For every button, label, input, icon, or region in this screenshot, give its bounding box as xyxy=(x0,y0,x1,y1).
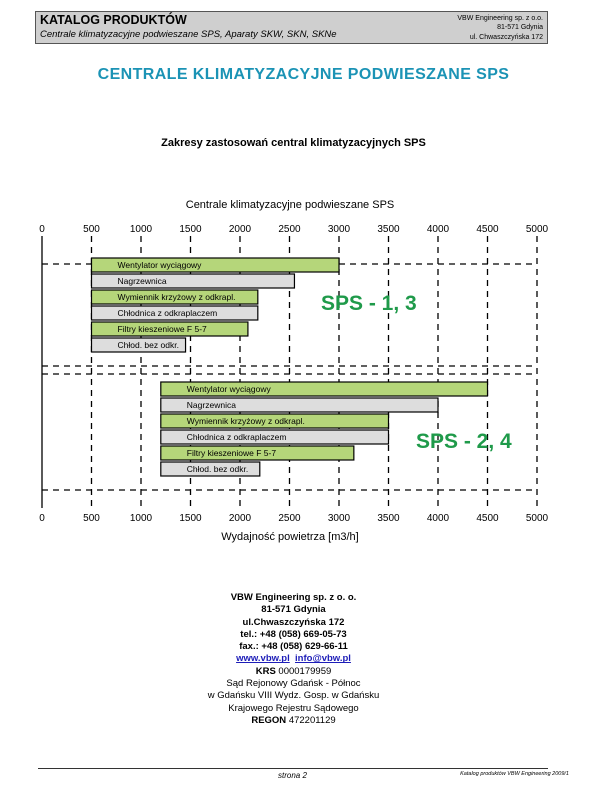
bar-label: Nagrzewnica xyxy=(117,276,167,286)
chart-heading: Zakresy zastosowań central klimatyzacyjnych SPS xyxy=(161,137,426,149)
catalog-subtitle: Centrale klimatyzacyjne podwieszane SPS, Aparaty SKW, SKN, SKNe xyxy=(40,29,337,40)
footer-court-1: Sąd Rejonowy Gdańsk - Północ xyxy=(226,678,361,690)
x-tick-label-top: 0 xyxy=(39,224,45,235)
x-tick-label-top: 1500 xyxy=(179,224,202,235)
series-label: SPS - 1, 3 xyxy=(321,292,417,315)
catalog-footnote: Katalog produktów VBW Engineering 2009/1 xyxy=(460,771,569,777)
x-tick-label-bottom: 3500 xyxy=(377,513,400,524)
series-label: SPS - 2, 4 xyxy=(416,430,512,453)
footer-city: 81-571 Gdynia xyxy=(261,604,326,616)
bar-label: Filtry kieszeniowe F 5-7 xyxy=(186,448,277,458)
footer-links xyxy=(0,653,587,665)
x-tick-label-top: 3500 xyxy=(377,224,400,235)
x-tick-label-bottom: 1500 xyxy=(179,513,202,524)
bar-label: Wymiennik krzyżowy z odkrapl. xyxy=(117,292,236,302)
chart-title: Centrale klimatyzacyjne podwieszane SPS xyxy=(185,199,395,211)
footer-tel: tel.: +48 (058) 669-05-73 xyxy=(240,628,347,640)
regon-label: REGON xyxy=(251,714,287,726)
bar-label: Wentylator wyciągowy xyxy=(117,260,202,270)
x-tick-label-top: 2500 xyxy=(278,224,301,235)
x-tick-label-bottom: 500 xyxy=(83,513,100,524)
x-tick-label-bottom: 3000 xyxy=(327,513,351,524)
footer-regon xyxy=(0,715,587,727)
x-tick-label-top: 3000 xyxy=(327,224,351,235)
x-tick-label-bottom: 4500 xyxy=(476,513,499,524)
footer-street: ul.Chwaszczyńska 172 xyxy=(242,616,345,628)
x-tick-label-top: 1000 xyxy=(129,224,153,235)
page-number: strona 2 xyxy=(278,771,307,780)
footer-fax: fax.: +48 (058) 629-66-11 xyxy=(239,641,348,653)
header-box xyxy=(35,11,548,44)
krs-label: KRS xyxy=(255,665,276,677)
bar-label: Filtry kieszeniowe F 5-7 xyxy=(117,324,207,334)
footer-court-3: Krajowego Rejestru Sądowego xyxy=(228,702,359,714)
bar-label: Chłodnica z odkraplaczem xyxy=(117,308,218,318)
x-tick-label-bottom: 5000 xyxy=(525,513,549,524)
header-address xyxy=(457,14,543,42)
x-tick-label-top: 2000 xyxy=(228,224,252,235)
header-city: 81-571 Gdynia xyxy=(497,24,543,32)
header-street: ul. Chwaszczyńska 172 xyxy=(469,33,543,41)
regon-value: 472201129 xyxy=(288,714,336,726)
x-axis-label: Wydajność powietrza [m3/h] xyxy=(221,531,359,543)
x-tick-label-top: 4500 xyxy=(476,224,499,235)
bar-label: Nagrzewnica xyxy=(186,400,236,410)
x-tick-label-bottom: 4000 xyxy=(426,513,450,524)
www-link[interactable]: www.vbw.pl xyxy=(236,653,290,665)
x-tick-label-bottom: 2500 xyxy=(278,513,301,524)
x-tick-label-top: 500 xyxy=(83,224,100,235)
x-tick-label-top: 4000 xyxy=(426,224,450,235)
bar-label: Chłod. bez odkr. xyxy=(117,340,179,350)
range-chart xyxy=(0,190,607,550)
x-tick-label-bottom: 1000 xyxy=(129,513,153,524)
x-tick-label-bottom: 0 xyxy=(39,513,45,524)
x-tick-label-top: 5000 xyxy=(525,224,549,235)
footer-company: VBW Engineering sp. z o. o. xyxy=(230,592,357,603)
bar-label: Chłod. bez odkr. xyxy=(186,464,249,474)
footer-krs xyxy=(0,666,587,678)
company-footer xyxy=(0,592,587,727)
x-tick-label-bottom: 2000 xyxy=(228,513,252,524)
bar-label: Wentylator wyciągowy xyxy=(186,384,271,394)
footer-divider xyxy=(38,768,548,769)
krs-value: 0000179959 xyxy=(278,665,332,677)
bar-label: Chłodnica z odkraplaczem xyxy=(186,432,287,442)
bar-label: Wymiennik krzyżowy z odkrapl. xyxy=(186,416,305,426)
footer-court-2: w Gdańsku VIII Wydz. Gosp. w Gdańsku xyxy=(207,690,380,702)
header-company: VBW Engineering sp. z o.o. xyxy=(457,15,543,22)
page-title: CENTRALE KLIMATYZACYJNE PODWIESZANE SPS xyxy=(97,66,510,83)
catalog-title: KATALOG PRODUKTÓW xyxy=(40,13,187,27)
email-link[interactable]: info@vbw.pl xyxy=(295,653,351,665)
